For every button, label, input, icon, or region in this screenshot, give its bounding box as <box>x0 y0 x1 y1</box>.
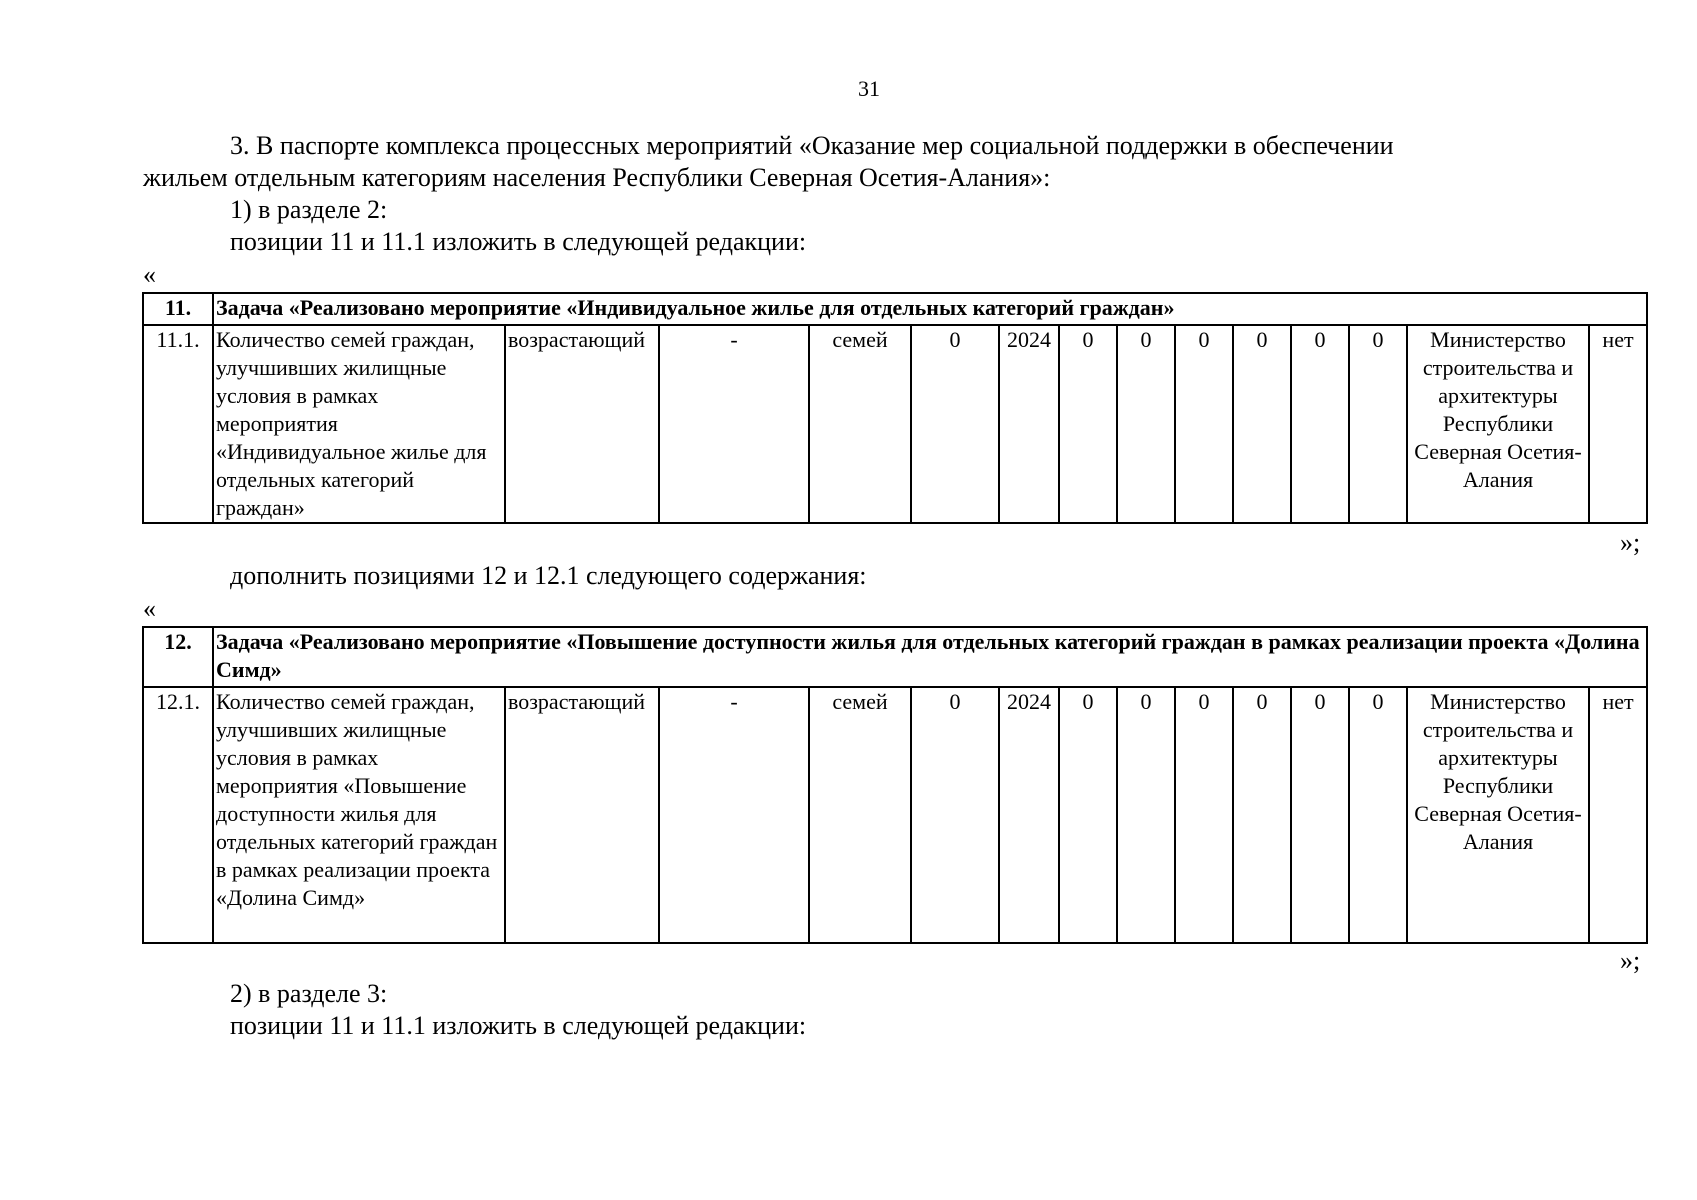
trend-cell: возрастающий <box>505 687 659 943</box>
unit-cell: семей <box>809 325 911 523</box>
base-value-cell: 0 <box>911 325 999 523</box>
responsible-cell: Министерство строительства и архитектуры Республики Северная Осетия-Алания <box>1407 325 1589 523</box>
value-cell: 0 <box>1233 325 1291 523</box>
instruction-1: позиции 11 и 11.1 изложить в следующей редакции: <box>230 227 807 256</box>
table-row <box>143 325 1647 523</box>
responsible-cell: Министерство строительства и архитектуры Республики Северная Осетия-Алания <box>1407 687 1589 943</box>
task-text: Задача «Реализовано мероприятие «Индивидуальное жилье для отдельных категорий граждан» <box>213 293 1647 325</box>
task-row <box>143 627 1647 687</box>
table-positions-11 <box>142 292 1648 524</box>
table-row <box>143 687 1647 943</box>
row-number: 12.1. <box>143 687 213 943</box>
value-cell: 0 <box>1291 325 1349 523</box>
unit-cell: семей <box>809 687 911 943</box>
section-heading-2: 2) в разделе 3: <box>230 979 388 1008</box>
value-cell: 0 <box>1291 687 1349 943</box>
task-number: 11. <box>143 293 213 325</box>
task-number: 12. <box>143 627 213 687</box>
close-quote-2: »; <box>1620 946 1641 975</box>
base-year-cell: 2024 <box>999 325 1059 523</box>
close-quote-1: »; <box>1620 528 1641 557</box>
row-number: 11.1. <box>143 325 213 523</box>
value-cell: 0 <box>1117 325 1175 523</box>
task-text: Задача «Реализовано мероприятие «Повышение доступности жилья для отдельных категорий граждан в рамках реализации проекта «Долина Симд» <box>213 627 1647 687</box>
dash-cell: - <box>659 325 809 523</box>
table-positions-12 <box>142 626 1648 944</box>
flag-cell: нет <box>1589 687 1647 943</box>
value-cell: 0 <box>1117 687 1175 943</box>
task-row <box>143 293 1647 325</box>
indicator-name: Количество семей граждан, улучшивших жилищные условия в рамках мероприятия «Повышение доступности жилья для отдельных категорий граждан в рамках реализации проекта «Долина Симд» <box>213 687 505 943</box>
open-quote-2: « <box>143 594 156 623</box>
value-cell: 0 <box>1059 687 1117 943</box>
value-cell: 0 <box>1349 687 1407 943</box>
value-cell: 0 <box>1059 325 1117 523</box>
trend-cell: возрастающий <box>505 325 659 523</box>
value-cell: 0 <box>1349 325 1407 523</box>
intro-line-2: жильем отдельным категориям населения Республики Северная Осетия-Алания»: <box>143 163 1051 192</box>
indicator-name: Количество семей граждан, улучшивших жилищные условия в рамках мероприятия «Индивидуальное жилье для отдельных категорий граждан» <box>213 325 505 523</box>
intro-line-1: 3. В паспорте комплекса процессных мероприятий «Оказание мер социальной поддержки в обеспечении <box>230 131 1394 160</box>
open-quote-1: « <box>143 260 156 289</box>
add-instruction: дополнить позициями 12 и 12.1 следующего содержания: <box>230 561 867 590</box>
section-heading-1: 1) в разделе 2: <box>230 195 388 224</box>
page-number: 31 <box>858 76 880 101</box>
base-value-cell: 0 <box>911 687 999 943</box>
flag-cell: нет <box>1589 325 1647 523</box>
value-cell: 0 <box>1175 687 1233 943</box>
value-cell: 0 <box>1233 687 1291 943</box>
instruction-2: позиции 11 и 11.1 изложить в следующей редакции: <box>230 1011 807 1040</box>
dash-cell: - <box>659 687 809 943</box>
base-year-cell: 2024 <box>999 687 1059 943</box>
value-cell: 0 <box>1175 325 1233 523</box>
